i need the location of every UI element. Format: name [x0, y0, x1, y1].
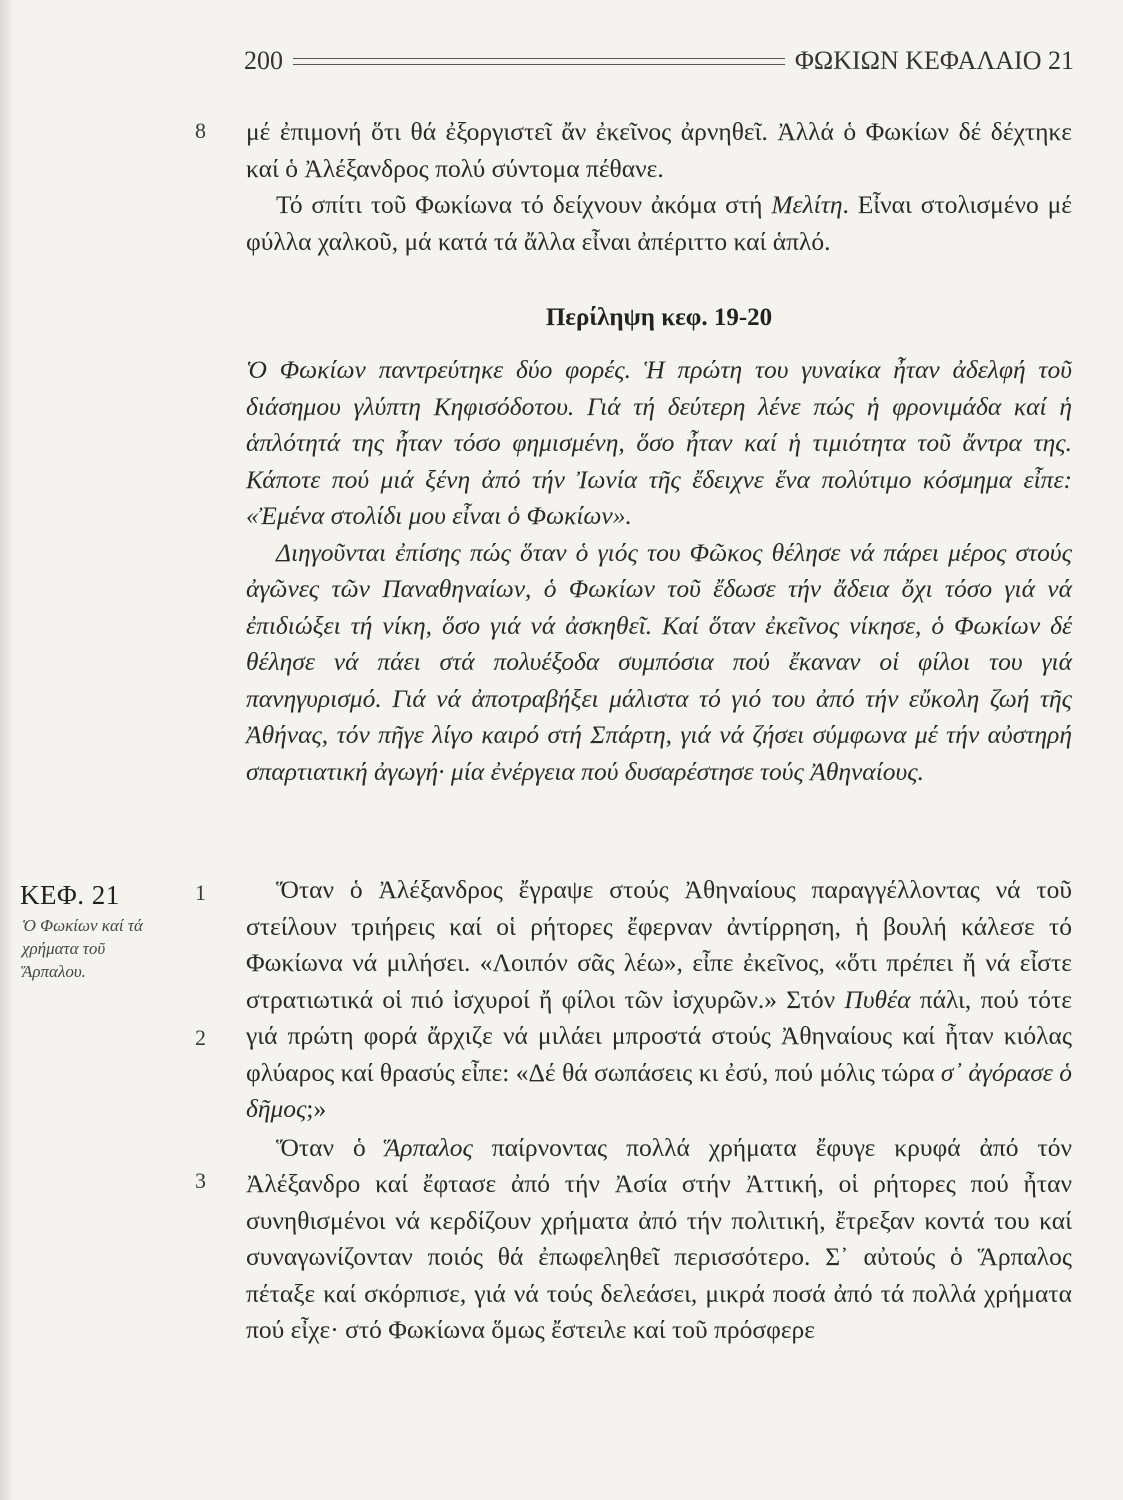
section-number-8: 8 [195, 118, 206, 143]
chapter-margin-note: Ὁ Φωκίων καί τά χρήματα τοῦ Ἅρπαλου. [22, 916, 143, 981]
ch21-p3-a: Ὅταν ὁ [276, 1132, 385, 1162]
ch21-p1-text: Ὅταν ὁ Ἀλέξανδρος ἔγραψε στούς Ἀθηναίους παραγγέλλοντας νά τοῦ στείλουν τριήρεις καί οἱ ρήτορες ἔφερναν ἀντίρρηση, ἡ βουλή κάλεσε τό Φωκίωνα νά μιλήσει. «Λοιπόν σᾶς λέω», εἶπε ἐκεῖνος, «ὅτι πρέπει ἤ νά εἶστε στρατιωτικά οἱ πιό ἰσχυροί ἤ φίλοι τῶν ἰσχυρῶν.» [246, 875, 1072, 1014]
ch21-p2-b: πάλι, πού τότε γιά πρώτη φορά ἄρχιζε νά μιλάει μπροστά στούς Ἀθηναίους καί ἦταν κιόλας φλύαρος καί θρασύς εἶπε: «Δέ θά σωπάσεις κι ἐσύ, πού μόλις τώρα [246, 984, 1072, 1087]
section-number-2: 2 [195, 1025, 206, 1050]
section-number-1: 1 [195, 880, 206, 905]
ch21-p2-c: ;» [306, 1094, 327, 1123]
summary-paragraph-1: Ὁ Φωκίων παντρεύτηκε δύο φορές. Ἡ πρώτη του γυναίκα ἦταν ἀδελφή τοῦ διάσημου γλύπτη Κηφισόδοτου. Γιά τή δεύτερη λένε πώς ἡ φρονιμάδα καί ἡ ἁπλότητά της ἦταν τόσο φημισμένη, ὅσο ἦταν καί ἡ τιμιότητα τοῦ ἄντρα της. Κάποτε πού μιά ξένη ἀπό τήν Ἰωνία τῆς ἔδειχνε ἕνα πολύτιμο κόσμημα εἶπε: «Ἐμένα στολίδι μου εἶναι ὁ Φωκίων». [246, 355, 1072, 530]
chapter-margin-title: ΚΕΦ. 21 [20, 880, 120, 910]
section-number-3: 3 [195, 1168, 206, 1193]
header-rule [293, 58, 785, 65]
paragraph-1: μέ ἐπιμονή ὅτι θά ἐξοργιστεῖ ἄν ἐκεῖνος ἀρνηθεῖ. Ἀλλά ὁ Φωκίων δέ δέχτηκε καί ὁ Ἀλέξανδρος πολύ σύντομα πέθανε. [246, 117, 1072, 183]
paragraph-2-start: Τό σπίτι τοῦ Φωκίωνα τό δείχνουν ἀκόμα στή [276, 190, 772, 219]
running-title: ΦΩΚΙΩΝ ΚΕΦΑΛΑΙΟ 21 [794, 46, 1074, 75]
paragraph-2-end: . Εἶναι στολισμένο μέ φύλλα χαλκοῦ, μά κατά τά ἄλλα εἶναι ἀπέριττο καί ἁπλό. [246, 190, 1072, 256]
name-pytheas: Πυθέα [844, 984, 911, 1014]
summary-block [246, 352, 1072, 790]
chapter-21-block [246, 872, 1072, 1349]
ch21-p2-quote: σ᾽ ἀγόρασε ὁ δῆμος [246, 1057, 1073, 1123]
running-header [244, 44, 1074, 78]
page-binding-shadow [0, 0, 14, 1500]
place-name-melite: Μελίτη [771, 190, 843, 219]
ch21-p3-b: παίρνοντας πολλά χρήματα ἔφυγε κρυφά ἀπό τόν Ἀλέξανδρο καί ἔφτασε ἀπό τήν Ἀσία στήν Ἀττική, οἱ ρήτορες πού ἦταν συνηθισμένοι νά κερδίζουν χρήματα ἀπό τήν πολιτική, ἔτρεξαν κοντά του καί συναγωνίζονταν ποιός θά ἐπωφεληθεῖ περισσότερο. Σ᾽ αὐτούς ὁ Ἅρπαλος πέταξε καί σκόρπισε, γιά νά τούς δελεάσει, μικρά ποσά ἀπό τά πολλά χρήματα πού εἶχε· στό Φωκίωνα ὅμως ἔστειλε καί τοῦ πρόσφερε [246, 1132, 1072, 1344]
ch21-p2-a: Στόν [776, 984, 845, 1014]
chapter-21-paragraph-1 [246, 872, 1072, 1128]
top-text-block [246, 114, 1072, 260]
summary-paragraph-2: Διηγοῦνται ἐπίσης πώς ὅταν ὁ γιός του Φῶκος θέλησε νά πάρει μέρος στούς ἀγῶνες τῶν Παναθηναίων, ὁ Φωκίων τοῦ ἔδωσε τήν ἄδεια ὄχι τόσο γιά νά ἐπιδιώξει τή νίκη, ὅσο γιά νά ἀσκηθεῖ. Καί ὅταν ἐκεῖνος νίκησε, ὁ Φωκίων δέ θέλησε νά πάει στά πολυέξοδα συμπόσια πού ἔκαναν οἱ φίλοι του γιά πανηγυρισμό. Γιά νά ἀποτραβήξει μάλιστα τό γιό του ἀπό τήν εὔκολη ζωή τῆς Ἀθήνας, τόν πῆγε λίγο καιρό στή Σπάρτη, γιά νά ζήσει σύμφωνα μέ τήν αὐστηρή σπαρτιατική ἀγωγή· μία ἐνέργεια πού δυσαρέστησε τούς Ἀθηναίους. [246, 537, 1072, 786]
page-number: 200 [244, 46, 283, 75]
name-harpalus: Ἅρπαλος [384, 1132, 473, 1162]
chapter-21-paragraph-3 [246, 1130, 1072, 1349]
paragraph-2 [246, 187, 1072, 260]
summary-heading: Περίληψη κεφ. 19-20 [545, 304, 773, 331]
